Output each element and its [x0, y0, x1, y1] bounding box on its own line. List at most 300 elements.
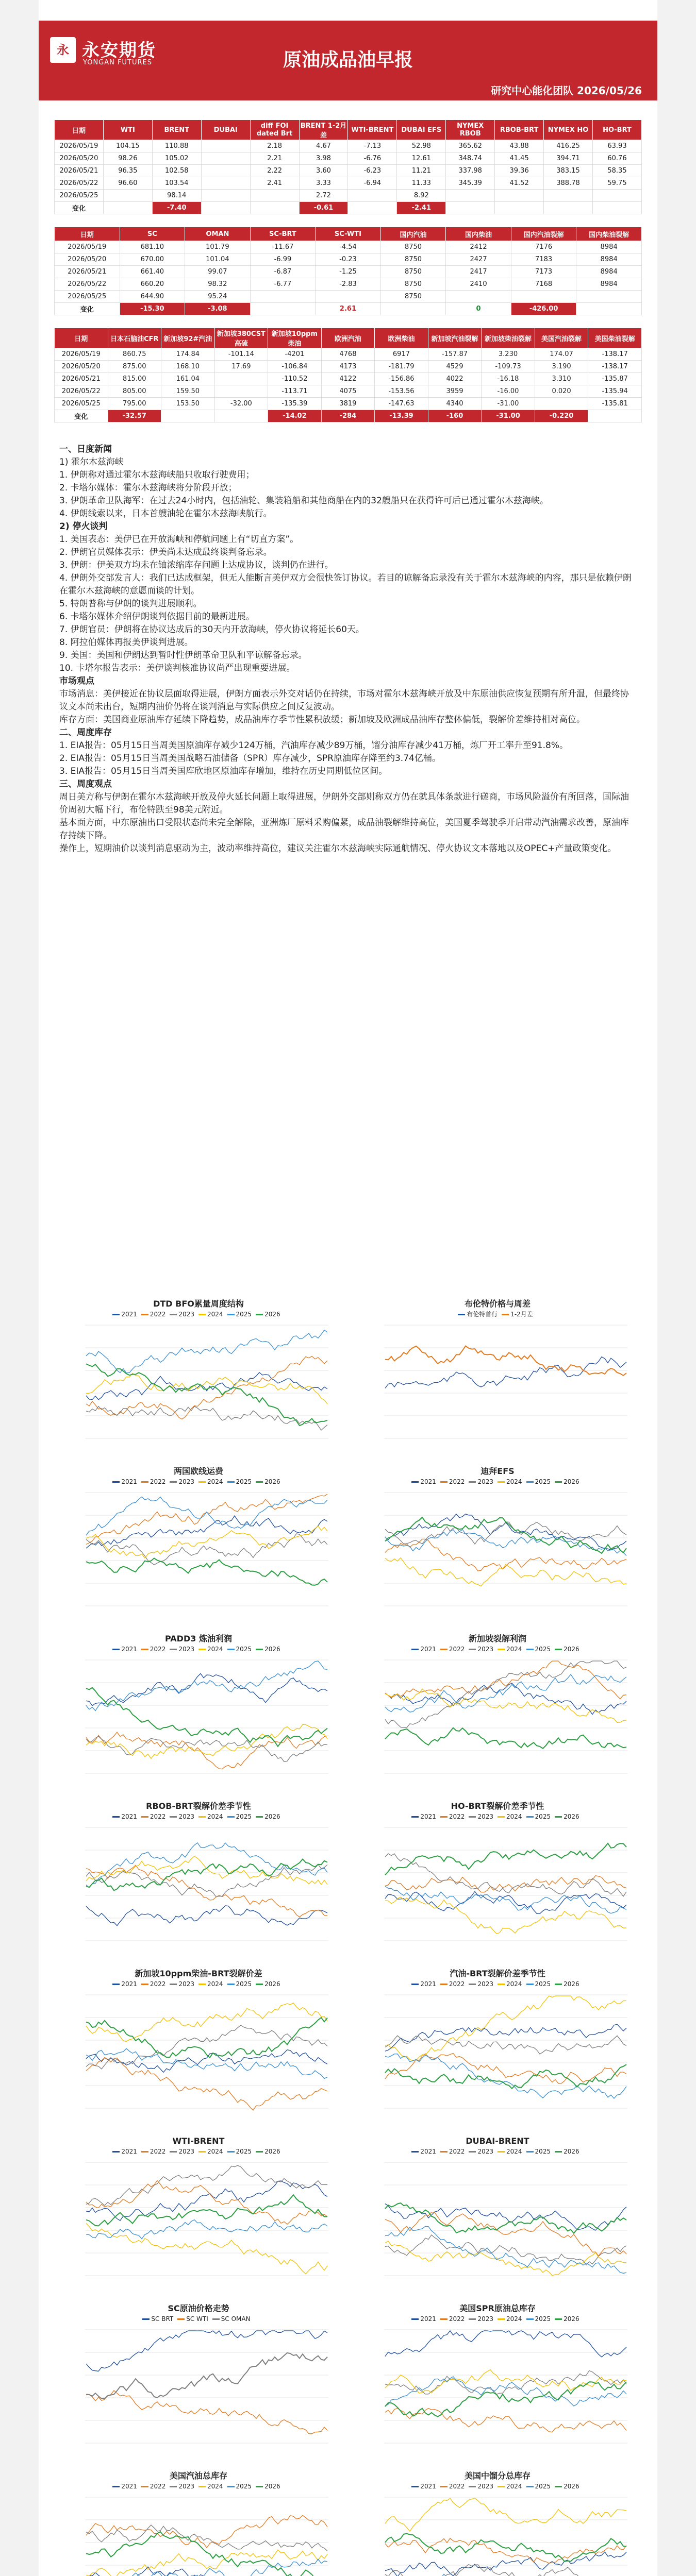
legend-swatch [212, 2318, 220, 2320]
table-cell: 8984 [576, 241, 642, 253]
table-cell [592, 190, 641, 202]
series-line [385, 1897, 626, 1934]
legend-item: 1-2月差 [502, 1311, 533, 1318]
legend-swatch [555, 1649, 562, 1650]
table-cell: 101.79 [185, 241, 251, 253]
table-cell: 98.14 [152, 190, 201, 202]
series-line [385, 1558, 626, 1586]
table-cell: 661.40 [120, 266, 185, 278]
series-line [385, 2565, 626, 2576]
table-row [55, 190, 642, 202]
table-cell: -156.86 [375, 373, 428, 385]
table-cell: -31.00 [482, 398, 535, 410]
legend-swatch [112, 1314, 120, 1315]
change-cell [161, 410, 215, 422]
legend-swatch [498, 1649, 505, 1650]
legend-swatch [141, 1984, 148, 1985]
legend-swatch [526, 2151, 534, 2153]
legend-swatch [498, 2151, 505, 2153]
series-line [385, 1728, 626, 1749]
series-line [385, 2036, 626, 2054]
chart-legend [363, 2147, 632, 2156]
legend-item: 2021 [112, 2483, 137, 2490]
table-row [55, 291, 642, 303]
legend-swatch [112, 1816, 120, 1818]
table-cell: 99.07 [185, 266, 251, 278]
legend-item: 2024 [198, 1813, 223, 1820]
table-cell: 3959 [428, 385, 482, 398]
table-header-row [55, 328, 642, 348]
legend-item: 2023 [469, 1478, 493, 1485]
change-cell: -0.61 [299, 202, 348, 214]
table-cell: -1.25 [316, 266, 381, 278]
news-item: 操作上，短期油价以谈判消息驱动为主，波动率维持高位，建议关注霍尔木兹海峡实际通航情况、停火协议文本落地以及OPEC+产量政策变化。 [59, 843, 617, 854]
change-row [55, 410, 642, 422]
series-line [385, 1514, 626, 1550]
change-cell [250, 303, 316, 315]
column-header: SC [120, 227, 185, 241]
legend-swatch [526, 2318, 534, 2320]
chart-panel [363, 2470, 632, 2576]
table-cell: 388.78 [544, 177, 593, 190]
column-header: 欧洲汽油 [321, 328, 375, 348]
legend-swatch [256, 1314, 263, 1315]
series-line [385, 2054, 626, 2083]
series-line [385, 1357, 626, 1388]
legend-swatch [198, 1649, 206, 1650]
chart-grid [64, 1298, 632, 2576]
table-cell: -6.87 [250, 266, 316, 278]
table-row [55, 373, 642, 385]
table-cell: -16.00 [482, 385, 535, 398]
legend-item: 2025 [526, 1813, 551, 1820]
column-header: 新加坡汽油裂解 [428, 328, 482, 348]
legend-item: 2025 [526, 2315, 551, 2323]
legend-swatch [555, 2151, 562, 2153]
legend-swatch [440, 1481, 448, 1483]
table-cell: -101.14 [214, 348, 268, 361]
chart-legend [363, 1645, 632, 1654]
table-cell: -6.99 [250, 253, 316, 266]
chart-panel [363, 1968, 632, 2123]
legend-item: 2025 [227, 1646, 252, 1653]
news-item: 5. 特朗普称与伊朗的谈判进展顺利。 [59, 599, 202, 609]
series-line [385, 1522, 626, 1544]
legend-swatch [141, 2486, 148, 2487]
table-cell: 2410 [446, 278, 511, 291]
chart-legend [64, 1310, 333, 1319]
table-cell: 96.60 [103, 177, 152, 190]
legend-swatch [440, 2318, 448, 2320]
table-cell: 7176 [511, 241, 576, 253]
series-line [385, 1346, 626, 1375]
legend-item: 2022 [440, 1646, 465, 1653]
product-crack-table [54, 328, 642, 422]
table-cell: 2026/05/25 [55, 190, 104, 202]
table-cell [348, 190, 397, 202]
legend-item: 2021 [112, 1646, 137, 1653]
column-header: SC-WTI [316, 227, 381, 241]
legend-swatch [256, 1984, 263, 1985]
column-header: 日期 [55, 120, 104, 140]
table-cell: 11.33 [397, 177, 446, 190]
legend-item: 2022 [141, 1813, 166, 1820]
column-header: 新加坡380CST高硫 [214, 328, 268, 348]
column-header: HO-BRT [592, 120, 641, 140]
table-cell: 168.10 [161, 361, 215, 373]
table-cell: 6917 [375, 348, 428, 361]
legend-item: 2022 [440, 1478, 465, 1485]
table-cell: 670.00 [120, 253, 185, 266]
table-cell: 95.24 [185, 291, 251, 303]
news-item: 10. 卡塔尔报告表示：美伊谈判核准协议尚严出现重要进展。 [59, 663, 295, 673]
legend-item: 2023 [469, 2315, 493, 2323]
news-item: 1. 美国表态：美伊已在开放海峡和停航问题上有“切直方案”。 [59, 534, 299, 545]
series-line [86, 1906, 327, 1926]
table-header-row [55, 120, 642, 140]
table-cell: 7173 [511, 266, 576, 278]
chart-title: DTD BFO累量周度结构 [153, 1299, 244, 1309]
column-header: 国内柴油裂解 [576, 227, 642, 241]
chart-legend [64, 1645, 333, 1654]
legend-item: 2021 [411, 1646, 436, 1653]
series-line [385, 2331, 626, 2357]
legend-swatch [256, 2486, 263, 2487]
legend-item: SC WTI [177, 2315, 208, 2323]
series-line [385, 1886, 626, 1913]
column-header: 日期 [55, 328, 108, 348]
table-cell: 2026/05/20 [55, 361, 108, 373]
column-header: SC-BRT [250, 227, 316, 241]
legend-item: 2022 [141, 2483, 166, 2490]
legend-item: 2021 [112, 1478, 137, 1485]
legend-swatch [526, 1649, 534, 1650]
series-line [385, 2241, 626, 2276]
table-cell: 102.58 [152, 165, 201, 177]
chart-legend [363, 2314, 632, 2324]
legend-item: 2026 [256, 1813, 280, 1820]
chart-panel [64, 1633, 333, 1788]
table-cell: 11.21 [397, 165, 446, 177]
table-cell: -109.73 [482, 361, 535, 373]
table-cell: 2.41 [250, 177, 299, 190]
table-cell: -32.00 [214, 398, 268, 410]
series-line [86, 1736, 327, 1761]
legend-swatch [411, 2151, 419, 2153]
series-line [385, 1843, 626, 1875]
legend-swatch [526, 1816, 534, 1818]
chart-title: 美国汽油总库存 [169, 2471, 227, 2481]
table-cell: 2026/05/21 [55, 266, 120, 278]
chart-title: 美国SPR原油总库存 [459, 2303, 536, 2313]
table-cell: -4201 [268, 348, 322, 361]
legend-item: 2023 [469, 1813, 493, 1820]
table-cell: 60.76 [592, 152, 641, 165]
chart-legend [64, 1477, 333, 1486]
column-header: OMAN [185, 227, 251, 241]
table-cell: 159.50 [161, 385, 215, 398]
table-cell: 681.10 [120, 241, 185, 253]
table-cell: 3.230 [482, 348, 535, 361]
change-cell [592, 202, 641, 214]
legend-item: 2026 [555, 2483, 579, 2490]
legend-swatch [498, 1984, 505, 1985]
series-line [86, 2331, 327, 2371]
table-cell [250, 190, 299, 202]
legend-swatch [411, 1481, 419, 1483]
legend-swatch [227, 1314, 235, 1315]
legend-swatch [227, 1816, 235, 1818]
table-cell: 2412 [446, 241, 511, 253]
table-cell: 4768 [321, 348, 375, 361]
table-cell: 2026/05/19 [55, 241, 120, 253]
legend-swatch [440, 1984, 448, 1985]
legend-swatch [170, 1649, 177, 1650]
series-line [86, 1497, 327, 1535]
chart-plot [363, 2324, 632, 2452]
table-row [55, 348, 642, 361]
legend-swatch [112, 2151, 120, 2153]
table-cell: 2427 [446, 253, 511, 266]
legend-item: 2024 [498, 1646, 522, 1653]
legend-swatch [198, 2486, 206, 2487]
legend-swatch [469, 2486, 476, 2487]
legend-item: 2025 [227, 2483, 252, 2490]
legend-item: 2023 [170, 1646, 194, 1653]
chart-panel [64, 2136, 333, 2290]
table-cell: 644.90 [120, 291, 185, 303]
table-cell: 8984 [576, 266, 642, 278]
table-cell: -0.23 [316, 253, 381, 266]
table-cell: 4.67 [299, 140, 348, 152]
news-item: 2. EIA报告：05月15日当周美国战略石油储备（SPR）库存减少，SPR原油库存降至约3.74亿桶。 [59, 753, 441, 764]
table-cell: -181.79 [375, 361, 428, 373]
news-item: 1. 伊朗称对通过霍尔木兹海峡船只收取行驶费用； [59, 470, 255, 480]
legend-item: 2023 [469, 2148, 493, 2155]
table-cell: 3.60 [299, 165, 348, 177]
change-row [55, 202, 642, 214]
legend-swatch [170, 1314, 177, 1315]
table-cell: 365.62 [446, 140, 495, 152]
table-row [55, 398, 642, 410]
legend-swatch [469, 1984, 476, 1985]
legend-item: 2025 [526, 1980, 551, 1988]
column-header: DUBAI [201, 120, 250, 140]
series-line [86, 1516, 327, 1548]
series-line [86, 1494, 327, 1545]
table-cell [201, 177, 250, 190]
column-header: DUBAI EFS [397, 120, 446, 140]
table-cell: 104.15 [103, 140, 152, 152]
news-item: 7. 伊朗官员：伊朗将在协议达成后的30天内开放海峡，停火协议将延长60天。 [59, 624, 364, 635]
chart-legend [363, 1812, 632, 1821]
table-cell: -113.71 [268, 385, 322, 398]
legend-item: 2025 [526, 2148, 551, 2155]
table-cell: -16.18 [482, 373, 535, 385]
table-cell: -2.83 [316, 278, 381, 291]
legend-swatch [112, 1649, 120, 1650]
series-line [86, 1843, 327, 1888]
table-cell: -6.76 [348, 152, 397, 165]
legend-swatch [227, 1649, 235, 1650]
chart-panel [363, 2136, 632, 2290]
legend-item: 2024 [198, 2483, 223, 2490]
legend-item: 2026 [256, 1646, 280, 1653]
table-cell [446, 190, 495, 202]
legend-item: 2021 [112, 1813, 137, 1820]
legend-item: 2022 [141, 1646, 166, 1653]
legend-swatch [198, 1816, 206, 1818]
legend-swatch [198, 1984, 206, 1985]
change-cell: -3.08 [185, 303, 251, 315]
legend-swatch [469, 1481, 476, 1483]
change-label: 变化 [55, 202, 104, 214]
series-line [385, 1689, 626, 1722]
legend-swatch [256, 1649, 263, 1650]
column-header: BRENT [152, 120, 201, 140]
series-line [86, 2050, 327, 2073]
legend-swatch [458, 1314, 465, 1315]
legend-swatch [256, 2151, 263, 2153]
chart-panel [64, 2470, 333, 2576]
legend-swatch [469, 2318, 476, 2320]
change-cell [103, 202, 152, 214]
table-cell: -135.87 [588, 373, 642, 385]
legend-swatch [112, 2486, 120, 2487]
legend-swatch [555, 1984, 562, 1985]
column-header: NYMEX HO [544, 120, 593, 140]
legend-item: 2023 [170, 1311, 194, 1318]
table-cell: 3.98 [299, 152, 348, 165]
table-row [55, 177, 642, 190]
table-cell: 383.15 [544, 165, 593, 177]
table-cell [214, 373, 268, 385]
column-header: 国内柴油 [446, 227, 511, 241]
table-cell: -135.94 [588, 385, 642, 398]
series-line [86, 1374, 327, 1404]
legend-item: 2026 [555, 1478, 579, 1485]
series-line [86, 1330, 327, 1373]
legend-swatch [411, 1816, 419, 1818]
legend-item: 2022 [141, 1478, 166, 1485]
table-cell: -153.56 [375, 385, 428, 398]
chart-plot [64, 1654, 333, 1783]
table-cell: 17.69 [214, 361, 268, 373]
legend-swatch [498, 1816, 505, 1818]
chart-plot [363, 1486, 632, 1615]
table-cell [201, 190, 250, 202]
change-cell [380, 303, 446, 315]
legend-item: 2022 [440, 1980, 465, 1988]
table-cell: 394.71 [544, 152, 593, 165]
legend-item: 2021 [112, 1980, 137, 1988]
chart-plot [64, 2324, 333, 2452]
table-cell: 875.00 [108, 361, 161, 373]
table-cell: 2417 [446, 266, 511, 278]
legend-item: 2026 [555, 1980, 579, 1988]
legend-item: 2022 [440, 2483, 465, 2490]
column-header: 国内汽油裂解 [511, 227, 576, 241]
change-cell: -160 [428, 410, 482, 422]
table-cell: -157.87 [428, 348, 482, 361]
legend-item: 2026 [256, 1478, 280, 1485]
legend-item: 2025 [227, 1478, 252, 1485]
legend-item: 2022 [440, 2148, 465, 2155]
legend-swatch [198, 1481, 206, 1483]
legend-item: 2026 [555, 1813, 579, 1820]
table-cell: 8750 [380, 253, 446, 266]
legend-item: 2024 [498, 2483, 522, 2490]
legend-swatch [170, 1816, 177, 1818]
legend-item: 2024 [498, 1478, 522, 1485]
table-cell: 2.21 [250, 152, 299, 165]
legend-swatch [526, 1984, 534, 1985]
series-line [86, 1865, 327, 1897]
chart-title: 美国中馏分总库存 [464, 2471, 531, 2481]
legend-swatch [498, 2486, 505, 2487]
report-subtitle: 研究中心能化团队 2026/05/26 [491, 84, 642, 97]
news-section-heading: 2) 停火谈判 [59, 521, 108, 532]
chart-legend [363, 1979, 632, 1989]
news-item: 市场消息：美伊接近在协议层面取得进展，伊朗方面表示外交对话仍在持续，市场对霍尔木兹海峡开放及中东原油供应恢复预期有所升温，但最终协议文本尚未出台，短期内油价仍将在谈判消息与实际供应之间反复波动。 [59, 689, 629, 712]
news-item: 基本面方面，中东原油出口受限状态尚未完全解除，亚洲炼厂原料采购偏紧，成品油裂解维持高位，美国夏季驾驶季开启带动汽油需求改善，原油库存持续下降。 [59, 818, 629, 841]
table-cell: 161.04 [161, 373, 215, 385]
change-cell [588, 410, 642, 422]
legend-swatch [498, 2318, 505, 2320]
news-section-heading: 三、周度观点 [59, 779, 112, 789]
chart-legend [64, 1812, 333, 1821]
table-cell: 4075 [321, 385, 375, 398]
table-cell: 3.33 [299, 177, 348, 190]
chart-title: 新加坡10ppm柴油-BRT裂解价差 [135, 1969, 262, 1978]
series-line [86, 1372, 327, 1400]
table-cell: 2026/05/19 [55, 348, 108, 361]
legend-item: 2025 [526, 2483, 551, 2490]
chart-plot [64, 1989, 333, 2117]
legend-item: 2021 [411, 2483, 436, 2490]
table-cell [576, 291, 642, 303]
legend-swatch [112, 1984, 120, 1985]
series-line [385, 2064, 626, 2089]
column-header: 新加坡10ppm柴油 [268, 328, 322, 348]
legend-item: 2022 [141, 1311, 166, 1318]
column-header: RBOB-BRT [495, 120, 544, 140]
table-row [55, 165, 642, 177]
table-row [55, 140, 642, 152]
column-header: 国内汽油 [380, 227, 446, 241]
news-item: 8. 阿拉伯媒体再报美伊谈判进展。 [59, 637, 193, 648]
legend-item: 2024 [198, 1478, 223, 1485]
table-cell: 2026/05/25 [55, 398, 108, 410]
legend-swatch [555, 1481, 562, 1483]
company-logo-icon: 永 [50, 37, 76, 63]
series-line [385, 2538, 626, 2564]
legend-swatch [141, 1314, 148, 1315]
chart-legend [363, 1477, 632, 1486]
table-cell [495, 190, 544, 202]
series-line [86, 2391, 327, 2434]
change-cell [495, 202, 544, 214]
change-cell [250, 202, 299, 214]
table-cell: 4529 [428, 361, 482, 373]
chart-panel [64, 1466, 333, 1620]
legend-swatch [141, 1481, 148, 1483]
table-cell: 0.020 [535, 385, 588, 398]
table-cell: 860.75 [108, 348, 161, 361]
table-cell [250, 291, 316, 303]
chart-panel [363, 1801, 632, 1955]
chart-panel [363, 1298, 632, 1453]
